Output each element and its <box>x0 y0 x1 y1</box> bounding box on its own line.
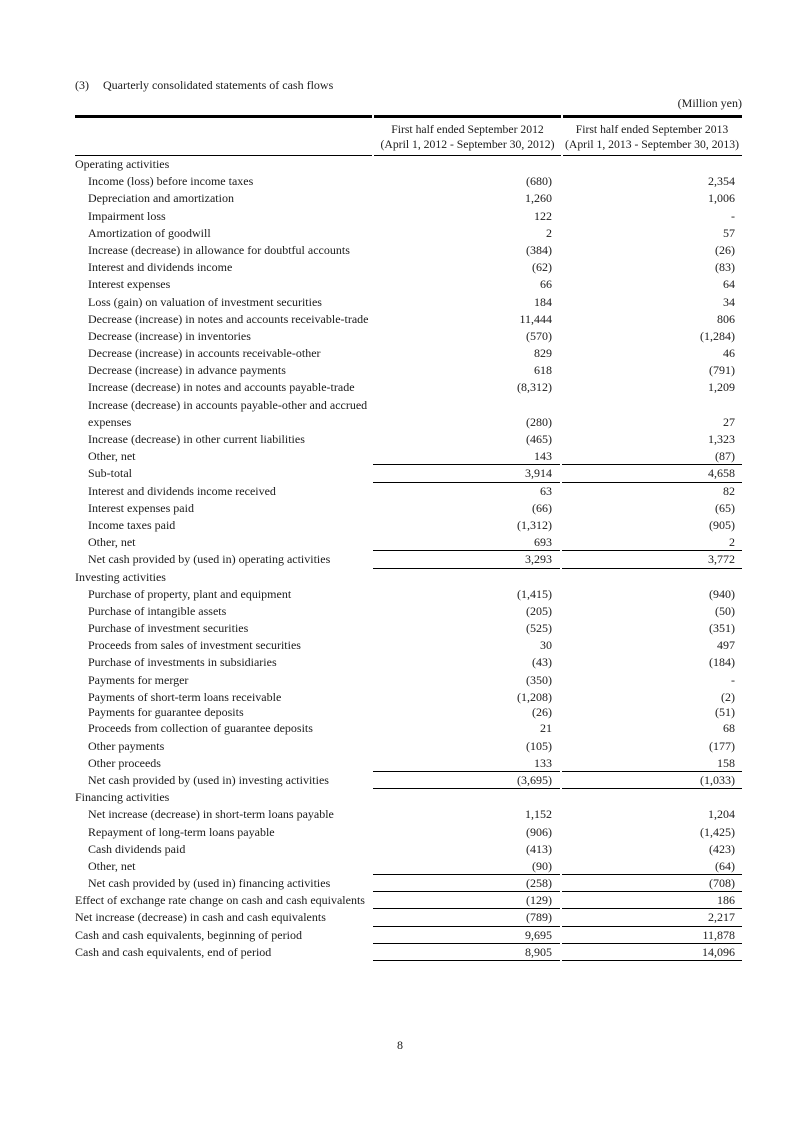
row-label: Other, net <box>88 858 136 873</box>
table-row <box>75 637 742 654</box>
value-2012: 3,914 <box>373 465 560 482</box>
value-2013: (50) <box>715 603 735 618</box>
value-2013: 46 <box>723 346 735 361</box>
row-label: Net increase (decrease) in cash and cash equivalents <box>75 910 326 925</box>
row-label: Increase (decrease) in notes and accounts payable-trade <box>88 380 355 395</box>
value-2012: 3,293 <box>373 551 560 568</box>
section-number: (3) <box>75 78 89 92</box>
row-label: Payments of short-term loans receivable <box>88 689 282 704</box>
row-label: Net cash provided by (used in) investing activities <box>88 772 329 787</box>
row-label: Cash dividends paid <box>88 841 186 856</box>
row-label: Other, net <box>88 535 136 550</box>
value-2013: (791) <box>709 363 735 378</box>
value-2013 <box>562 569 742 586</box>
row-label: Financing activities <box>75 790 170 805</box>
table-row <box>75 772 742 789</box>
value-2013: (83) <box>715 260 735 275</box>
value-2013: (423) <box>709 841 735 856</box>
table-row <box>75 789 742 806</box>
table-row <box>75 379 742 396</box>
value-2013: (184) <box>709 655 735 670</box>
value-2012: 1,260 <box>525 191 552 206</box>
row-label: Purchase of property, plant and equipment <box>88 586 292 601</box>
table-row <box>75 294 742 311</box>
value-2012: 30 <box>540 638 552 653</box>
value-2012: 8,905 <box>373 944 560 961</box>
row-label: Repayment of long-term loans payable <box>88 824 275 839</box>
table-row <box>75 892 742 909</box>
value-2013: (87) <box>562 448 742 465</box>
table-row <box>75 720 742 737</box>
row-label: Impairment loss <box>88 208 166 223</box>
row-label: Purchase of intangible assets <box>88 603 227 618</box>
value-2012: 66 <box>540 277 552 292</box>
table-row <box>75 672 742 689</box>
row-label: Increase (decrease) in other current liabilities <box>88 432 305 447</box>
table-row <box>75 448 742 465</box>
value-2012: (3,695) <box>373 772 560 789</box>
value-2012: (906) <box>526 824 552 839</box>
value-2012: 9,695 <box>373 927 560 944</box>
value-2013: 57 <box>723 225 735 240</box>
value-2012: (384) <box>526 242 552 257</box>
value-2013: (351) <box>709 621 735 636</box>
row-label: Income taxes paid <box>88 517 176 532</box>
table-row <box>75 620 742 637</box>
value-2012: (205) <box>526 603 552 618</box>
row-label: Purchase of investments in subsidiaries <box>88 655 277 670</box>
row-label: Operating activities <box>75 157 170 171</box>
column-header-2012 <box>373 118 562 155</box>
row-label: Interest and dividends income <box>88 260 233 275</box>
value-2012: 122 <box>534 208 552 223</box>
value-2012: 11,444 <box>519 311 552 326</box>
table-row <box>75 927 742 944</box>
value-2012: (570) <box>526 328 552 343</box>
table-row <box>75 875 742 892</box>
value-2012: (26) <box>532 705 552 720</box>
table-row <box>75 345 742 362</box>
value-2013: (1,284) <box>700 328 735 343</box>
table-row <box>75 824 742 841</box>
value-2012: (1,208) <box>517 689 552 704</box>
column-header-2013 <box>562 118 742 155</box>
value-2012: 143 <box>373 448 560 465</box>
value-2012: 693 <box>373 534 560 551</box>
table-row <box>75 689 742 706</box>
value-2013: 64 <box>723 277 735 292</box>
row-label: Purchase of investment securities <box>88 621 249 636</box>
row-label: Proceeds from sales of investment securities <box>88 638 301 653</box>
page-number: 8 <box>397 1038 403 1052</box>
row-label: Net cash provided by (used in) financing activities <box>88 876 331 891</box>
row-label: Payments for guarantee deposits <box>88 705 244 720</box>
value-2013: 27 <box>723 414 735 429</box>
table-row <box>75 156 742 173</box>
value-2013: (940) <box>709 586 735 601</box>
row-label: Proceeds from collection of guarantee deposits <box>88 721 313 736</box>
value-2013: 4,658 <box>562 465 742 482</box>
value-2012: (43) <box>532 655 552 670</box>
value-2012: (90) <box>373 858 560 875</box>
row-label: Depreciation and amortization <box>88 191 234 206</box>
table-body <box>75 156 742 961</box>
value-2012: (789) <box>373 909 560 926</box>
table-row <box>75 311 742 328</box>
row-label: Other proceeds <box>88 755 161 770</box>
row-label: Interest expenses <box>88 277 171 292</box>
value-2013: 2,217 <box>562 909 742 926</box>
table-row <box>75 517 742 534</box>
value-2013: 14,096 <box>562 944 742 961</box>
value-2013: 2 <box>562 534 742 551</box>
row-label: Increase (decrease) in allowance for doubtful accounts <box>88 242 350 257</box>
value-2013: (1,033) <box>562 772 742 789</box>
row-label: Interest and dividends income received <box>88 483 276 498</box>
value-2013: (708) <box>562 875 742 892</box>
row-label: Other, net <box>88 449 136 464</box>
table-row <box>75 208 742 225</box>
table-row <box>75 586 742 603</box>
table-row <box>75 397 742 431</box>
row-label: Other payments <box>88 738 165 753</box>
value-2013: (64) <box>562 858 742 875</box>
value-2012: (350) <box>526 672 552 687</box>
row-label: Increase (decrease) in accounts payable-other and accrued expenses <box>88 397 368 429</box>
row-label: Cash and cash equivalents, beginning of period <box>75 927 302 942</box>
table-row <box>75 858 742 875</box>
section-title-text: Quarterly consolidated statements of cash flows <box>103 78 334 92</box>
table-row <box>75 259 742 276</box>
table-row <box>75 706 742 720</box>
value-2012: (525) <box>526 621 552 636</box>
table-row <box>75 654 742 671</box>
value-2013: 3,772 <box>562 551 742 568</box>
table-row <box>75 190 742 207</box>
table-row <box>75 328 742 345</box>
row-label: Effect of exchange rate change on cash and cash equivalents <box>75 893 365 908</box>
table-row <box>75 242 742 259</box>
value-2013: 186 <box>562 892 742 909</box>
value-2013: 11,878 <box>562 927 742 944</box>
value-2012: 133 <box>373 755 560 772</box>
value-2012 <box>373 569 560 586</box>
table-row <box>75 362 742 379</box>
value-2013: 34 <box>723 294 735 309</box>
table-row <box>75 276 742 293</box>
value-2012: (258) <box>373 875 560 892</box>
row-label: Loss (gain) on valuation of investment securities <box>88 294 322 309</box>
value-2012: 184 <box>534 294 552 309</box>
value-2012: (465) <box>526 432 552 447</box>
table-row <box>75 534 742 551</box>
value-2013: (65) <box>715 500 735 515</box>
table-row <box>75 465 742 482</box>
value-2013: - <box>731 672 735 687</box>
row-label: Investing activities <box>75 569 166 584</box>
row-label: Income (loss) before income taxes <box>88 174 254 189</box>
value-2012: (129) <box>373 892 560 909</box>
value-2012: (1,312) <box>517 517 552 532</box>
value-2012: (62) <box>532 260 552 275</box>
column-header-2012-line2: (April 1, 2012 - September 30, 2012) <box>380 138 555 151</box>
table-row <box>75 738 742 755</box>
column-header-2013-line1: First half ended September 2013 <box>575 123 729 136</box>
value-2012: (413) <box>526 841 552 856</box>
row-label: Decrease (increase) in notes and accounts receivable-trade <box>88 311 369 326</box>
row-label: Interest expenses paid <box>88 500 194 515</box>
value-2012: 63 <box>540 483 552 498</box>
value-2012: (8,312) <box>517 380 552 395</box>
table-row <box>75 500 742 517</box>
table-row <box>75 603 742 620</box>
value-2013: (1,425) <box>700 824 735 839</box>
column-header-2012-line1: First half ended September 2012 <box>391 123 544 136</box>
value-2013: 158 <box>562 755 742 772</box>
value-2012: 2 <box>546 225 552 240</box>
column-header-2013-line2: (April 1, 2013 - September 30, 2013) <box>565 138 739 151</box>
value-2012: (1,415) <box>517 586 552 601</box>
value-2013: 82 <box>723 483 735 498</box>
value-2013: 497 <box>717 638 735 653</box>
row-label: Cash and cash equivalents, end of period <box>75 944 272 959</box>
value-2012: (680) <box>526 174 552 189</box>
row-label: Net increase (decrease) in short-term loans payable <box>88 807 334 822</box>
value-2013 <box>562 789 742 806</box>
value-2013: (2) <box>721 689 735 704</box>
unit-label: (Million yen) <box>677 96 742 110</box>
value-2012: 21 <box>540 721 552 736</box>
value-2012 <box>373 789 560 806</box>
table-row <box>75 841 742 858</box>
value-2012: (105) <box>526 738 552 753</box>
value-2012 <box>373 156 560 173</box>
value-2012: 829 <box>534 346 552 361</box>
value-2013: (51) <box>715 705 735 720</box>
value-2013: - <box>731 208 735 223</box>
table-row <box>75 909 742 926</box>
section-title <box>75 78 333 92</box>
row-label: Amortization of goodwill <box>88 225 211 240</box>
value-2013: 2,354 <box>708 174 735 189</box>
row-label: Payments for merger <box>88 672 189 687</box>
table-row <box>75 225 742 242</box>
value-2012: 618 <box>534 363 552 378</box>
value-2013: 1,204 <box>708 807 735 822</box>
value-2012: 1,152 <box>525 807 552 822</box>
table-row <box>75 944 742 961</box>
value-2012: (280) <box>526 414 552 429</box>
row-label: Decrease (increase) in advance payments <box>88 363 286 378</box>
row-label: Net cash provided by (used in) operating activities <box>88 552 331 567</box>
value-2013: 1,006 <box>708 191 735 206</box>
table-header-row <box>75 118 742 155</box>
table-row <box>75 806 742 823</box>
cash-flow-table <box>75 115 742 961</box>
value-2013: (177) <box>709 738 735 753</box>
value-2013: 1,323 <box>708 432 735 447</box>
table-row <box>75 551 742 568</box>
value-2012: (66) <box>532 500 552 515</box>
table-row <box>75 483 742 500</box>
value-2013: 68 <box>723 721 735 736</box>
table-row <box>75 755 742 772</box>
row-label: Sub-total <box>88 466 132 481</box>
value-2013: 1,209 <box>708 380 735 395</box>
table-row <box>75 431 742 448</box>
value-2013: (905) <box>709 517 735 532</box>
value-2013: (26) <box>715 242 735 257</box>
table-row <box>75 569 742 586</box>
row-label: Decrease (increase) in accounts receivable-other <box>88 346 321 361</box>
header-spacer <box>75 118 373 155</box>
row-label: Decrease (increase) in inventories <box>88 328 251 343</box>
value-2013 <box>562 156 742 173</box>
value-2013: 806 <box>717 311 735 326</box>
table-row <box>75 173 742 190</box>
